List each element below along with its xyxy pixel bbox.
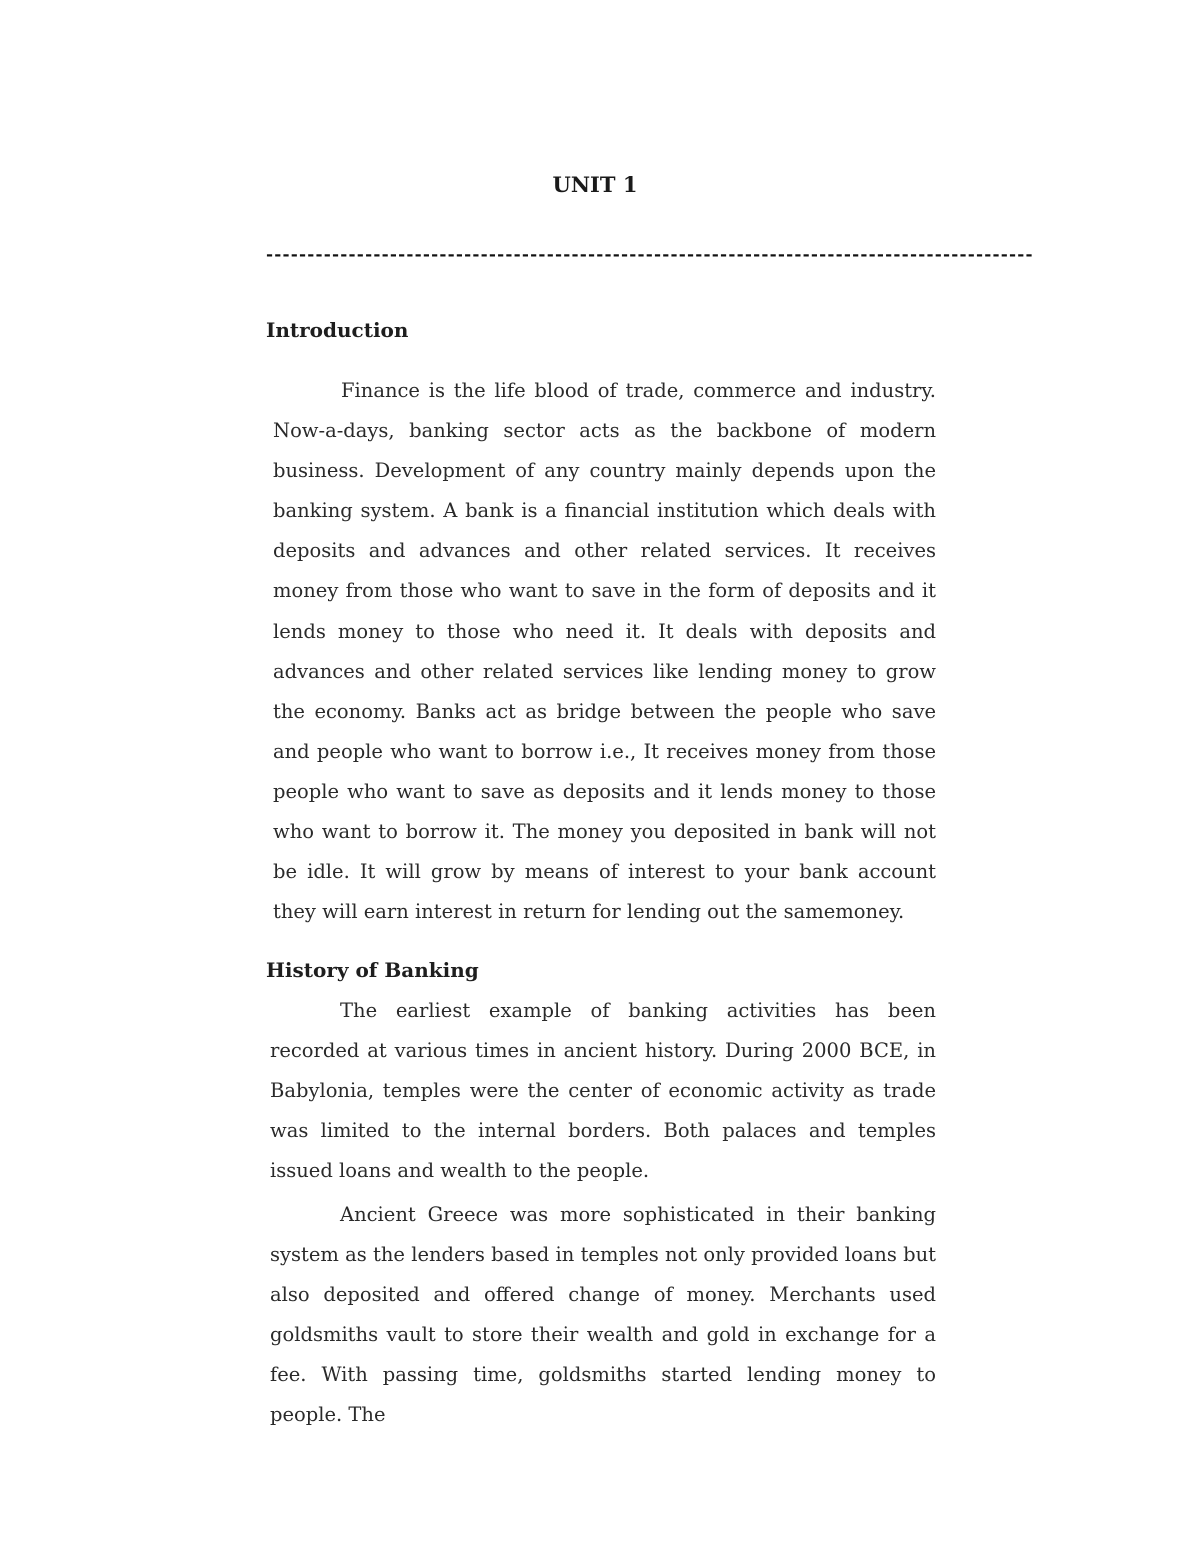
introduction-paragraph: Finance is the life blood of trade, commerce and industry. Now-a-days, banking sector acts as the backbone of modern business. Development of any country mainly depends upon the banking system. A bank is a financial institution which deals with deposits and advances and other related services. It receives money from those who want to save in the form of deposits and it lends money to those who need it. It deals with deposits and advances and other related services like lending money to grow the economy. Banks act as bridge between the people who save and people who want to borrow i.e., It receives money from those people who want to save as deposits and it lends money to those who want to borrow it. The money you deposited in bank will not be idle. It will grow by means of interest to your bank account they will earn interest in return for lending out the samemoney.	[273, 379, 936, 924]
dashed-divider: ---------------------------------------------------------------------------------------------	[266, 245, 1034, 265]
introduction-heading: Introduction	[266, 318, 409, 342]
history-paragraph-1: The earliest example of banking activities has been recorded at various times in ancient history. During 2000 BCE, in Babylonia, temples were the center of economic activity as trade was limited to the internal borders. Both palaces and temples issued loans and wealth to the people.	[270, 999, 936, 1183]
unit-title: UNIT 1	[552, 172, 638, 197]
history-heading: History of Banking	[266, 958, 479, 982]
history-paragraph-2: Ancient Greece was more sophisticated in their banking system as the lenders based in temples not only provided loans but also deposited and offered change of money. Merchants used goldsmiths vault to store their wealth and gold in exchange for a fee. With passing time, goldsmiths started lending money to people. The	[270, 1203, 936, 1427]
